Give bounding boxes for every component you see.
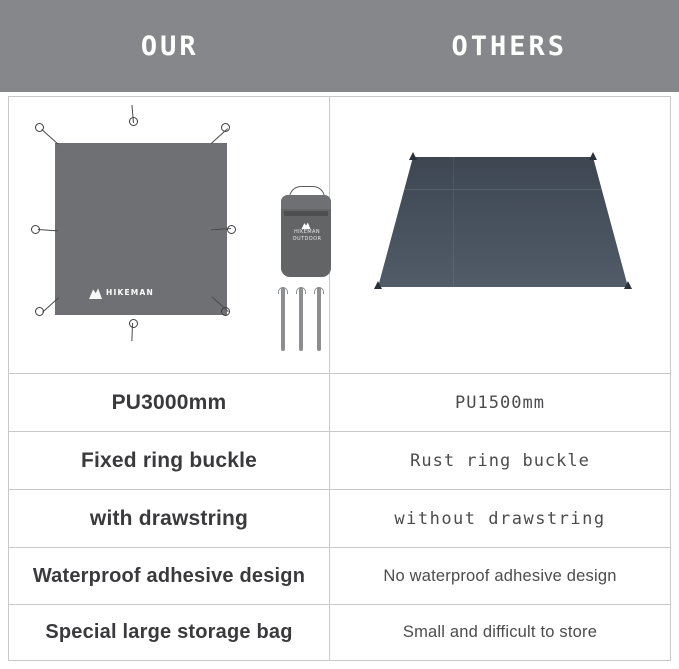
our-spec-cell	[9, 490, 330, 547]
others-spec-label: Rust ring buckle	[410, 450, 590, 471]
table-row	[8, 431, 671, 489]
our-spec-label: Waterproof adhesive design	[32, 564, 306, 587]
bag-top	[281, 195, 331, 209]
bottom-margin	[0, 661, 679, 669]
guy-cord	[131, 105, 134, 123]
others-spec-label: without drawstring	[394, 508, 606, 529]
table-row	[8, 489, 671, 547]
our-spec-cell	[9, 432, 330, 489]
others-spec-cell	[330, 432, 670, 489]
our-product-image-cell	[9, 97, 330, 373]
our-spec-cell	[9, 548, 330, 604]
stake-icon	[317, 287, 321, 351]
our-spec-cell	[9, 605, 330, 660]
loop-icon	[589, 152, 597, 160]
mountain-logo-icon	[89, 286, 102, 299]
others-spec-label: No waterproof adhesive design	[383, 566, 617, 585]
our-tarp-illustration	[29, 115, 269, 355]
tarp-brand	[89, 286, 154, 299]
table-row-images	[8, 96, 671, 373]
others-spec-label: PU1500mm	[455, 392, 545, 413]
our-spec-cell	[9, 374, 330, 431]
guy-cord	[211, 128, 228, 144]
tarp-seam	[398, 189, 608, 190]
mountain-logo-icon	[302, 221, 311, 229]
header-title-others: OTHERS	[451, 30, 568, 62]
guy-cord	[38, 229, 58, 232]
tarp-seam	[453, 157, 454, 287]
loop-icon	[129, 319, 138, 328]
others-spec-cell	[330, 490, 670, 547]
others-spec-cell	[330, 548, 670, 604]
header-band	[0, 0, 679, 92]
loop-icon	[409, 152, 417, 160]
others-product-image-cell	[330, 97, 670, 373]
others-tarp-body	[378, 157, 628, 287]
storage-bag-illustration	[281, 195, 331, 277]
others-spec-label: Small and difficult to store	[402, 623, 598, 641]
stake-icon	[281, 287, 285, 351]
header-cell-others	[340, 0, 679, 92]
our-spec-label: Fixed ring buckle	[80, 448, 258, 472]
our-spec-label: Special large storage bag	[45, 621, 293, 643]
guy-cord	[41, 129, 58, 145]
table-row	[8, 373, 671, 431]
guy-cord	[131, 323, 133, 341]
loop-icon	[227, 225, 236, 234]
table-row	[8, 604, 671, 661]
tarp-body	[55, 143, 227, 315]
stake-icon	[299, 287, 303, 351]
header-title-our: OUR	[140, 30, 199, 62]
others-tarp-illustration	[378, 157, 628, 307]
our-spec-label: with drawstring	[89, 506, 249, 530]
stakes-illustration	[277, 287, 335, 355]
bag-brand-label: HIKEMAN OUTDOOR	[292, 229, 322, 242]
table-row	[8, 547, 671, 604]
others-spec-cell	[330, 374, 670, 431]
comparison-table	[8, 96, 671, 661]
header-cell-our	[0, 0, 340, 92]
tarp-brand-label: HIKEMAN	[106, 288, 154, 297]
others-spec-cell	[330, 605, 670, 660]
our-spec-label: PU3000mm	[111, 390, 227, 414]
bag-strap	[284, 211, 328, 216]
